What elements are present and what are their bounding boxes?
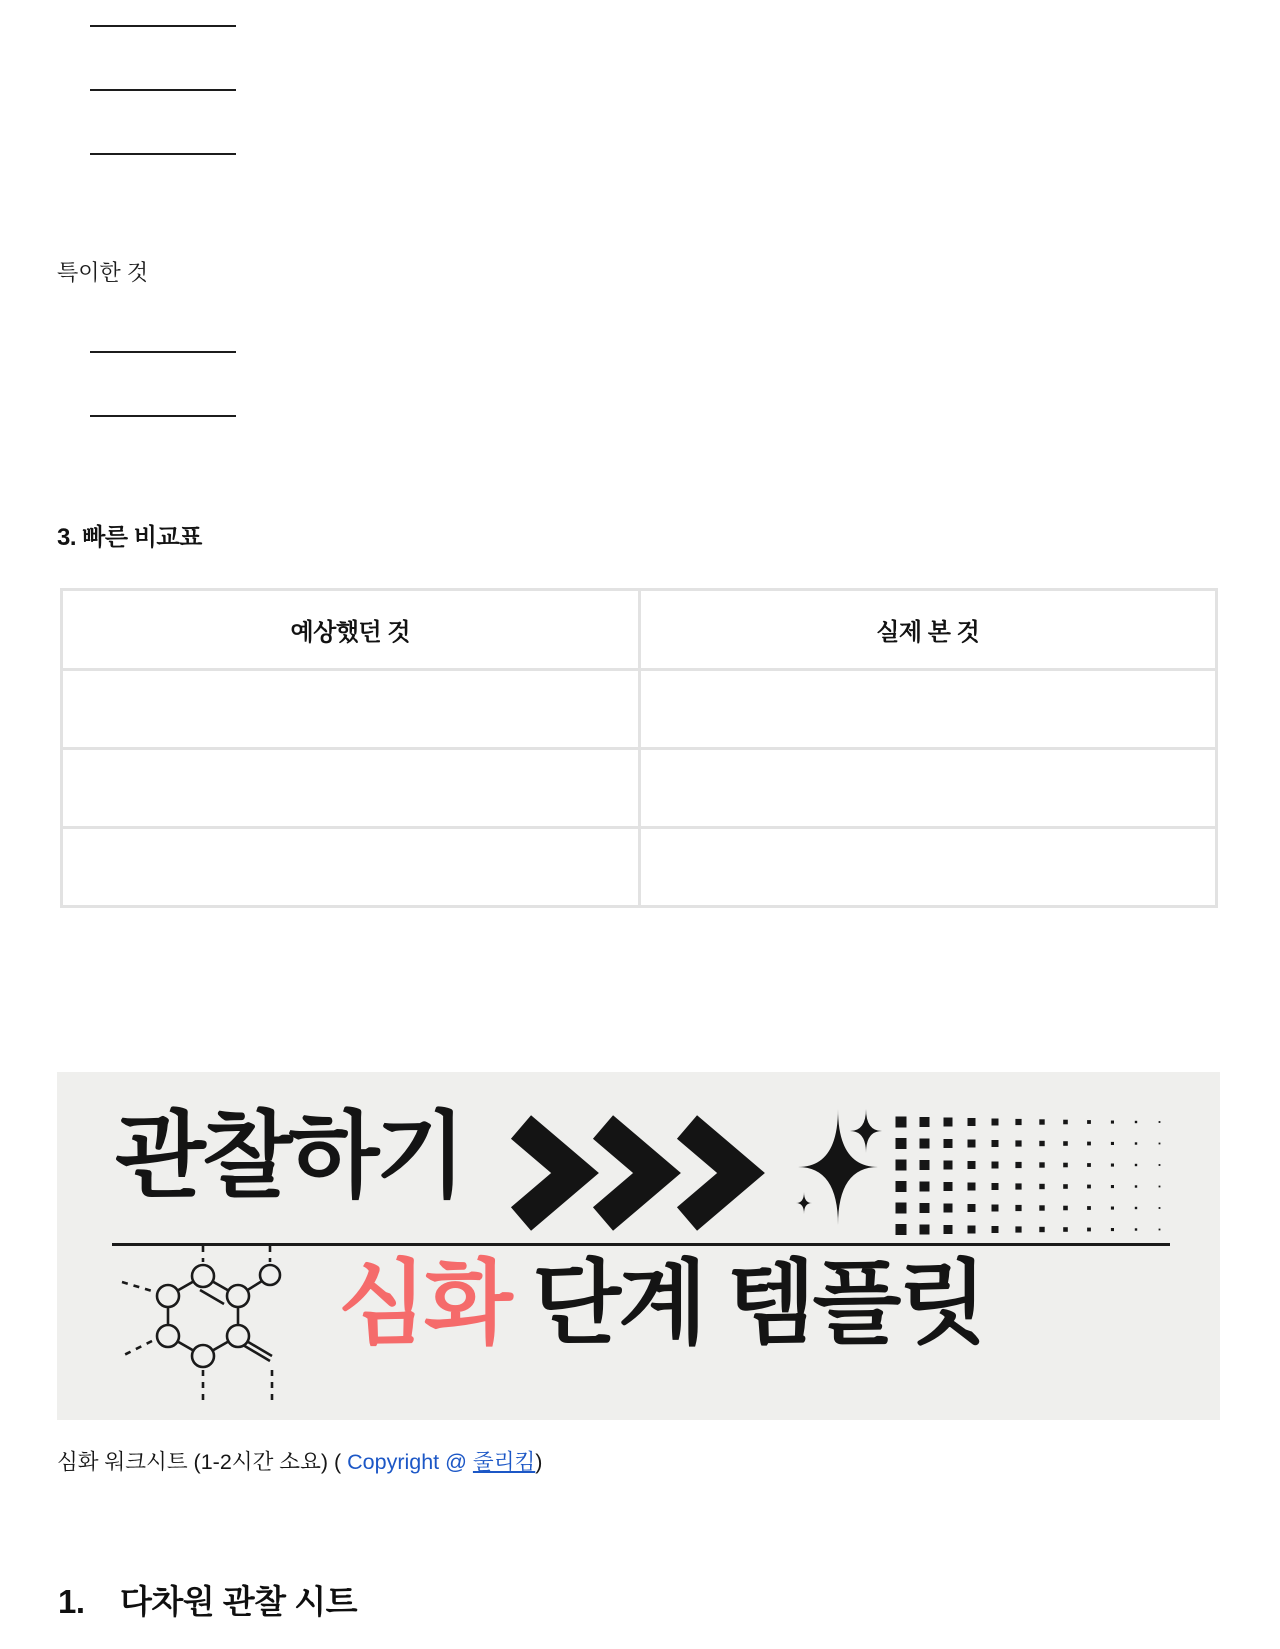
- caption-close-paren: ): [535, 1450, 543, 1474]
- table-cell: [639, 749, 1217, 828]
- observation-banner: [57, 1072, 1220, 1420]
- triple-chevron-right-icon: [509, 1112, 784, 1234]
- banner-subtitle-accent: 심화: [338, 1253, 510, 1355]
- comparison-table-header: [62, 590, 1217, 670]
- table-cell: [62, 670, 640, 749]
- copyright-author-link[interactable]: 줄리킴: [472, 1450, 536, 1474]
- unusual-things-label: 특이한 것: [57, 260, 149, 285]
- comparison-table-body: [62, 670, 1217, 907]
- table-header-cell: 실제 본 것: [639, 590, 1217, 670]
- quick-comparison-heading: 3. 빠른 비교표: [57, 524, 202, 551]
- table-header-cell: 예상했던 것: [62, 590, 640, 670]
- fill-in-blank-line: [90, 351, 236, 353]
- banner-title: 관찰하기: [115, 1103, 463, 1208]
- table-cell: [639, 828, 1217, 907]
- heading-number: 1.: [58, 1583, 85, 1620]
- copyright-link-prefix: Copyright @: [347, 1450, 473, 1474]
- caption-text: 심화 워크시트 (1-2시간 소요) (: [57, 1450, 348, 1474]
- comparison-table: [60, 588, 1218, 908]
- table-header-row: [62, 590, 1217, 670]
- copyright-link[interactable]: [347, 1450, 535, 1474]
- fill-in-blank-group-label: [90, 351, 236, 417]
- fill-in-blank-line: [90, 89, 236, 91]
- table-row: [62, 749, 1217, 828]
- fill-in-blank-group-top: [90, 25, 236, 155]
- banner-subtitle-rest: 단계 템플릿: [509, 1253, 985, 1355]
- table-cell: [62, 828, 640, 907]
- sparkle-icon: [780, 1104, 905, 1234]
- halftone-grid-pattern: [895, 1116, 1185, 1246]
- table-row: [62, 670, 1217, 749]
- molecule-structure-drawing: [112, 1244, 342, 1420]
- worksheet-caption: [57, 1447, 542, 1478]
- fill-in-blank-line: [90, 153, 236, 155]
- multidimensional-observation-heading: [58, 1576, 357, 1623]
- table-cell: [62, 749, 640, 828]
- banner-subtitle: [338, 1254, 984, 1354]
- fill-in-blank-line: [90, 25, 236, 27]
- table-row: [62, 828, 1217, 907]
- table-cell: [639, 670, 1217, 749]
- fill-in-blank-line: [90, 415, 236, 417]
- heading-text: 다차원 관찰 시트: [120, 1583, 357, 1620]
